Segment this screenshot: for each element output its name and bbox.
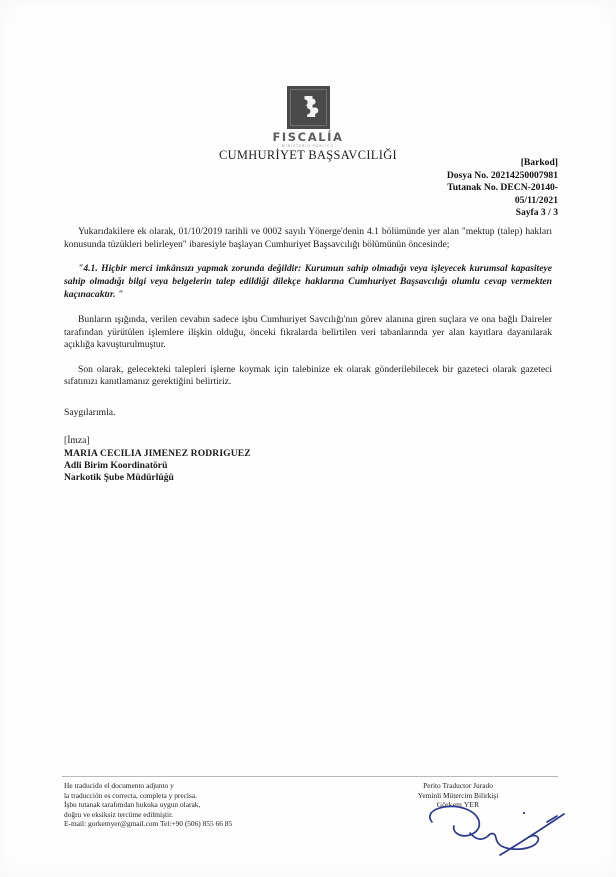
puzzle-piece-icon [287,86,330,129]
signatory-role: Adli Birim Koordinatörü [64,459,168,471]
document-meta [348,157,558,220]
quoted-provision: "4.1. Hiçbir merci imkânsızı yapmak zorunda değildir: Kurumun sahip olmadığı veya işleyecek kurumsal kapasiteye sahip olmadığı bilgi veya belgelerin talep edildiği dilekçe haklarına Cumhuriyet Başsavcılığı olumlu cevap vermekten kaçınacaktır. " [64,263,552,300]
translator-certification [64,781,364,829]
record-number: Tutanak No. DECN-20140- [447,182,558,194]
translator-name: Görkem YER [436,800,480,810]
document-body [64,226,552,484]
page-number: Sayfa 3 / 3 [515,207,558,219]
translator-title-block [358,781,558,810]
signatory-unit: Narkotik Şube Müdürlüğü [64,472,174,484]
paragraph-3: Son olarak, gelecekteki talepleri işleme koymak için talebinize ek olarak gönderilebilecek bir gazeteci olarak gazeteci sıfatınızı kanıtlamanız gerektiğini belirtiriz. [64,363,552,388]
certification-line: He traducido el documento adjunto y [64,781,174,790]
record-date: 05/11/2021 [514,194,558,206]
file-number: Dosya No. 20214250007981 [446,169,558,181]
emblem-wordmark: FISCALÍA [272,130,344,144]
certification-line: la traducción es correcta, completa y precisa. [64,790,197,800]
signature-block [64,435,552,484]
barcode-label: [Barkod] [520,157,558,168]
paragraph-2: Bunların ışığında, verilen cevabın sadece işbu Cumhuriyet Savcılığı'nın görev alanına giren suçlara ve ona bağlı Daireler tarafından yürütülen işlemlere ilişkin olduğu, önceki fıkralarda belirtilen veri tabanlarında yer alan kayıtlara dayanılarak açıklığa kavuşturulmuştur. [64,313,552,351]
emblem-block [0,86,616,148]
signatory-name: MARIA CECILIA JIMENEZ RODRIGUEZ [64,447,251,459]
closing-salutation: Saygılarımla. [64,406,116,418]
footer-divider [62,776,558,777]
paragraph-1: Yukarıdakilere ek olarak, 01/10/2019 tarihli ve 0002 sayılı Yönerge'denin 4.1 bölümünde yer alan "mektup (talep) hakları konusunda tüzükleri belirleyen" ibaresiyle başlayan Cumhuriyet Başsavcılığı bölümünün öncesinde; [64,226,552,250]
translator-title-tr: Yeminli Mütercim Bilirkişi [417,790,499,800]
certification-line: doğru ve eksiksiz tercüme edilmiştir. [64,809,173,819]
office-name: CUMHURİYET BAŞSAVCILIĞI [219,148,397,162]
emblem-subwordmark: MINISTERIO PUBLICO [281,143,335,148]
translator-title-es: Perito Traductor Jurado [423,781,493,790]
signature-placeholder: [İmza] [64,435,90,447]
translator-contact: E-mail: gorkemyer@gmail.com Tel:+90 (506) 855 66 85 [64,819,233,829]
certification-line: İşbu tutanak tarafımdan hukuka uygun olarak, [64,800,201,810]
